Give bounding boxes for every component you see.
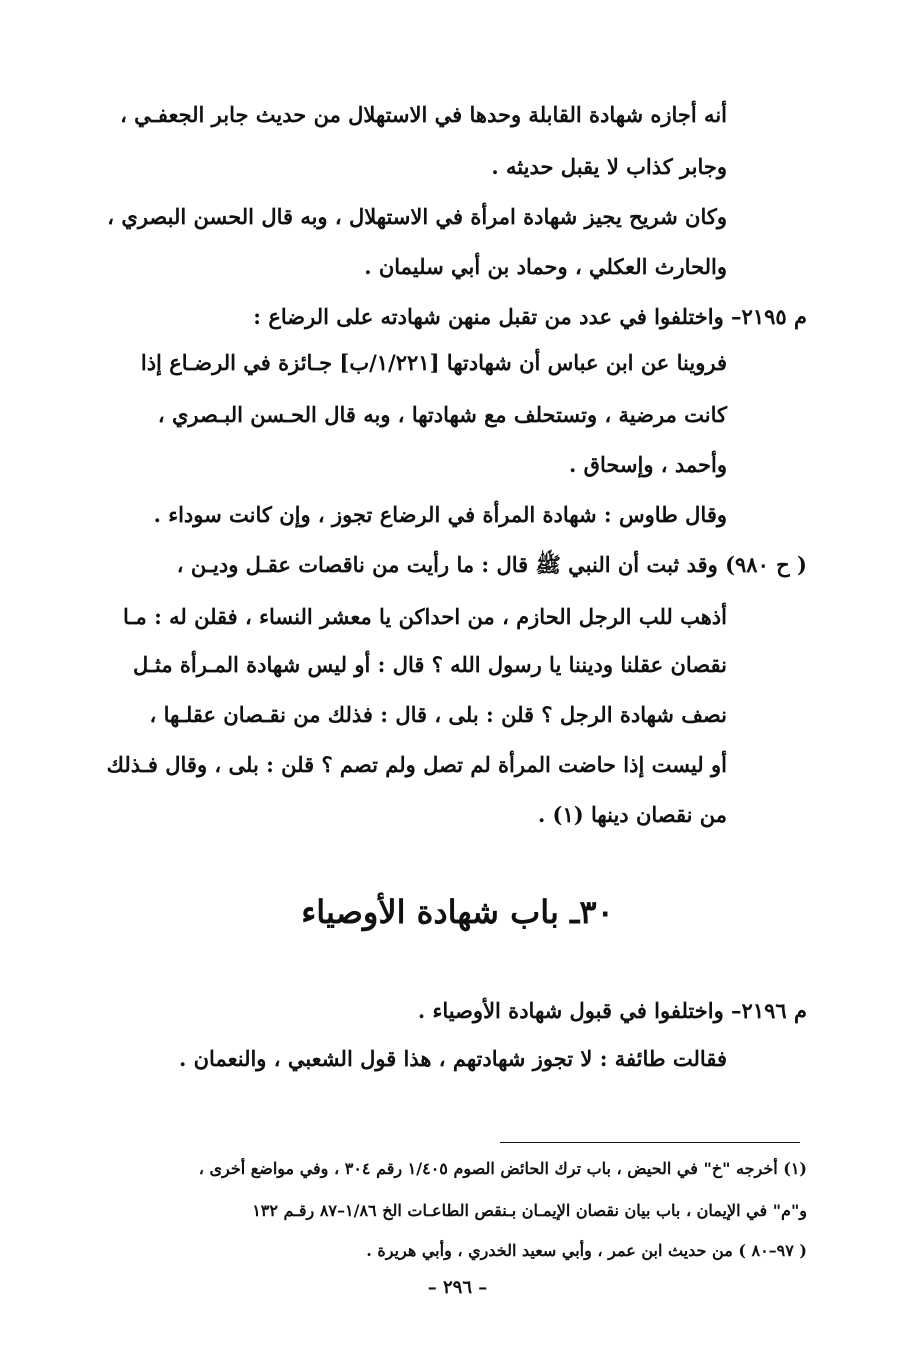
text-line: نصف شهادة الرجل ؟ قلن : بلى ، قال : فذلك من نقـصان عقلـها ، (149, 702, 727, 727)
hadith-line: ( ح ٩٨٠) وقد ثبت أن النبي ﷺ قال : ما رأيت من ناقصات عقـل وديـن ، (176, 552, 807, 577)
text-line: وقال طاوس : شهادة المرأة في الرضاع تجوز ، وإن كانت سوداء . (153, 502, 727, 527)
text-line: وأحمد ، وإسحاق . (569, 452, 727, 477)
text-line: أنه أجازه شهادة القابلة وحدها في الاستهلال من حديث جابر الجعفـي ، (120, 102, 727, 127)
text-line: وجابر كذاب لا يقبل حديثه . (491, 154, 727, 179)
text-line: فروينا عن ابن عباس أن شهادتها [١/٢٢١/ب] جـائزة في الرضـاع إذا (140, 350, 727, 375)
text-line: من نقصان دينها (١) . (537, 802, 727, 827)
text-line: كانت مرضية ، وتستحلف مع شهادتها ، وبه قال الحـسن البـصري ، (157, 402, 727, 427)
text-line: أو ليست إذا حاضت المرأة لم تصل ولم تصم ؟ قلن : بلى ، وقال فـذلك (106, 752, 727, 777)
text-line: فقالت طائفة : لا تجوز شهادتهم ، هذا قول الشعبي ، والنعمان . (179, 1046, 727, 1071)
text-line: نقصان عقلنا وديننا يا رسول الله ؟ قال : أو ليس شهادة المـرأة مثـل (132, 652, 727, 677)
footnote-separator (500, 1142, 800, 1143)
text-line: أذهب للب الرجل الحازم ، من احداكن يا معشر النساء ، فقلن له : مـا (122, 604, 727, 629)
page-number: – ٢٩٦ – (427, 1277, 488, 1298)
issue-heading-line: م ٢١٩٥– واختلفوا في عدد من تقبل منهن شهادته على الرضاع : (253, 304, 807, 329)
footnote-line: و"م" في الإيمان ، باب بيان نقصان الإيمـان بـنقص الطاعـات الخ ١/٨٦–٨٧ رقـم ١٣٢ (252, 1201, 807, 1220)
chapter-heading: ٣٠ـ باب شهادة الأوصياء (301, 893, 614, 931)
issue-heading-line: م ٢١٩٦– واختلفوا في قبول شهادة الأوصياء . (417, 998, 807, 1023)
text-line: والحارث العكلي ، وحماد بن أبي سليمان . (364, 254, 727, 279)
footnote-line: ( ٩٧–٨٠ ) من حديث ابن عمر ، وأبي سعيد الخدري ، وأبي هريرة . (366, 1241, 807, 1260)
footnote-line: (١) أخرجه "خ" في الحيض ، باب ترك الحائض الصوم ١/٤٠٥ رقم ٣٠٤ ، وفي مواضع أخرى ، (198, 1159, 807, 1178)
text-line: وكان شريح يجيز شهادة امرأة في الاستهلال ، وبه قال الحسن البصري ، (107, 204, 727, 229)
